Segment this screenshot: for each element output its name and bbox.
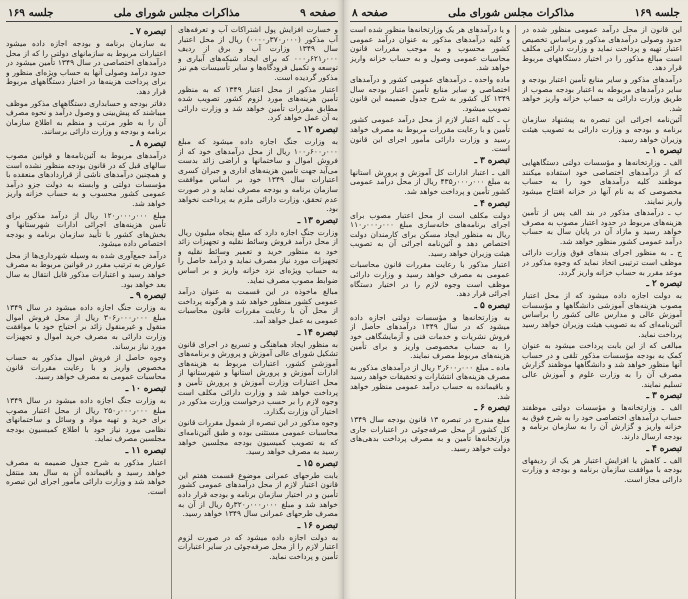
note-heading: تبصره ۱۵ ـ	[297, 458, 338, 469]
paragraph: دولت مکلف است از محل اعتبار مصوب برای اجرای برنامه‌های خانه‌سازی مبلغ ۰۰۰ر۰۰۰ر۱۱۰ ریال به منظور ایجاد مسکن برای کارمندان دولت اختصاص دهد و آئین‌نامه اجرائی آن به تصویب هیئت وزیران خواهد رسید.	[350, 210, 510, 258]
paragraph: مبالغ ماخوذه در این قسمت به عنوان درآمد عمومی کشور منظور خواهد شد و هرگونه پرداخت از محل آن با رعایت مقررات قانون محاسبات عمومی به عمل خواهد آمد.	[178, 287, 338, 326]
paragraph: اعتبار مذکور با رعایت مقررات قانون محاسبات عمومی به مصرف خواهد رسید و وزارت دارائی موظف است وجوه لازم را در اختیار دستگاه اجرائی قرار دهد.	[350, 260, 510, 299]
note-heading: تبصره ۱۰ ـ	[125, 384, 166, 394]
note-heading: تبصره ۴ ـ	[474, 198, 510, 209]
right-page-header	[350, 6, 682, 22]
note-heading: تبصره ۱۱ ـ	[125, 445, 166, 456]
paragraph: به دولت اجازه داده میشود که در صورت لزوم اعتبار لازم را از محل صرفه‌جوئی در سایر اعتبارات تأمین و پرداخت نماید.	[178, 532, 338, 561]
text-column	[6, 25, 172, 599]
note-heading: تبصره ۸ ـ	[130, 138, 166, 149]
paragraph: به منظور ایجاد هماهنگی و تسریع در اجرای قانون تشکیل شورای عالی آموزش و پرورش و برنامه‌های آموزشی کشور، اعتبارات مربوط به هزینه‌های ادارات آموزش و پرورش استانها و شهرستانها از محل اعتبارات وزارت آموزش و پرورش تأمین و پرداخت خواهد شد و وزارت دارائی مکلف است وجوه لازم را بر حسب درخواست وزارت مذکور در اختیار آن وزارت بگذارد.	[178, 339, 338, 416]
paragraph: به وزارت جنگ اجازه داده میشود که مبلغ ۰۰۰ر۶۰۰ر۱۰۰ ریال از محل درآمدهای خود که از فروش اموال و ساختمانها و اراضی زائد بدست می‌آید جهت تأمین هزینه‌های اداری و جبران کسری اعتبارات سال ۱۳۴۹ خود بر اساس موافقت سازمان برنامه و بودجه مصرف نماید و در صورت عدم تحقق، وزارت دارائی ملزم به پرداخت نخواهد بود.	[178, 136, 338, 214]
paragraph: و یا درآمدهای هر یک وزارتخانه‌ها منظور شده است و کلیه درآمدهای مذکور به عنوان درآمد عمومی کشور محسوب و به موجب مقررات قانون محاسبات عمومی وصول و به حساب خزانه واریز خواهد شد.	[350, 25, 510, 73]
paragraph: الف ـ وزارتخانه‌ها و مؤسسات دولتی دستگاههایی که از درآمدهای اختصاصی خود استفاده میکنند موظفند کلیه درآمدهای خود را به حساب مخصوصی که به نام آنها در خزانه افتتاح میشود واریز نمایند.	[522, 158, 682, 206]
paragraph: آئین‌نامه اجرائی این تبصره به پیشنهاد سازمان برنامه و بودجه و وزارت دارائی به تصویب هیئت وزیران خواهد رسید.	[522, 115, 682, 144]
paragraph: وجوه حاصل از فروش اموال مذکور به حساب مخصوص واریز و با رعایت مقررات قانون محاسبات عمومی به مصرف خواهد رسید.	[6, 353, 166, 382]
page-number: صفحه ۸	[352, 7, 388, 19]
note-heading: تبصره ۵ ـ	[474, 300, 510, 311]
note-heading: تبصره ۱۶ ـ	[297, 520, 338, 531]
page-number: صفحه ۹	[300, 7, 336, 19]
running-title: مذاکرات مجلس شورای ملی	[113, 7, 240, 19]
paragraph: اعتبار مذکور به شرح جدول ضمیمه به مصرف خواهد رسید و باقیمانده آن به سال بعد منتقل خواهد شد و وزارت دارائی مأمور اجرای این تبصره است.	[6, 457, 166, 496]
paragraph: درآمدهای مربوط به آئین‌نامه‌ها و قوانین مصوب سالهای قبل که در قانون بودجه منظور نشده است و همچنین درآمدهای ناشی از قراردادهای منعقده با مؤسسات دولتی و وابسته به دولت جزو درآمد عمومی کشور محسوب و به حساب خزانه واریز خواهد شد.	[6, 150, 166, 208]
paragraph: ج ـ به منظور اجرای بندهای فوق وزارت دارائی موظف است ترتیبی اتخاذ نماید که وجوه مذکور در موعد مقرر به حساب خزانه واریز گردد.	[522, 248, 682, 277]
paragraph: ب ـ کلیه اعتبار لازم از محل درآمد عمومی کشور تأمین و با رعایت مقررات مربوط به مصرف خواهد رسید و وزارت دارائی مأمور اجرای این قانون است.	[350, 115, 510, 154]
note-heading: تبصره ۴ ـ	[646, 443, 682, 454]
note-heading: تبصره ۱ ـ	[646, 146, 682, 157]
note-heading: تبصره ۳ ـ	[646, 391, 682, 402]
paragraph: ماده ـ مبلغ ۰۰۰ر۶۰۰ر۲ ریال از درآمدهای مذکور به مصرف هزینه‌های انتشارات و تحقیقات خواهد رسید و باقیمانده به حساب درآمد عمومی منظور خواهد شد.	[350, 362, 510, 401]
paragraph: الف ـ وزارتخانه‌ها و مؤسسات دولتی موظفند حساب درآمدهای اختصاصی خود را به شرح فوق به خزانه واریز و گزارش آن را به سازمان برنامه و بودجه ارسال دارند.	[522, 403, 682, 441]
paragraph: به سازمان برنامه و بودجه اجازه داده میشود اعتبارات مربوط به سازمانهای دولتی را که از محل درآمدهای اختصاصی در سال ۱۳۴۹ تأمین میشود در حدود درآمد وصولی آنها به حساب ویژه‌ای منظور و برای پرداخت هزینه‌ها در اختیار دستگاههای مربوط قرار دهد.	[6, 39, 166, 96]
text-column	[522, 25, 682, 599]
paragraph: مبلغ ۰۰۰ر۰۰۰ر۱۲۰ ریال از درآمد مذکور برای تأمین هزینه‌های اجرائی ادارات شهرستانها و بخش‌های کشور با تأیید سازمان برنامه و بودجه اختصاص داده میشود.	[6, 210, 166, 249]
paragraph: و خسارت افزایش پول اشتراکات آب و تعرفه‌های آب مذکور (۰۰۰ر۳۷۰ر۰۰۰۰) ریال از محل اعتبار سال ۱۳۴۹ وزارت آب و برق از ردیف ۰۰۰ر۶۲۱ر۰۰۰ که برای ایجاد شبکه‌های آبیاری و توسعه و تکمیل فرودگاه‌ها و سایر تأسیسات هم نیز مذکور گردیده است.	[178, 25, 338, 82]
note-heading: تبصره ۹ ـ	[130, 291, 166, 302]
note-heading: تبصره ۳ ـ	[474, 155, 510, 166]
running-title: مذاکرات مجلس شورای ملی	[448, 7, 575, 19]
paragraph: الف ـ کاهش یا افزایش اعتبار هر یک از ردیفهای بودجه با موافقت سازمان برنامه و بودجه و وزارت دارائی مجاز است.	[522, 455, 682, 484]
paragraph: دفاتر بودجه و حسابداری دستگاههای مذکور موظف میباشند که پیش‌بینی و وصول درآمد و نحوه مصرف آن را به طور مرتب و منظم به اطلاع سازمان برنامه و بودجه و وزارت دارائی برسانند.	[6, 98, 166, 137]
paragraph: ب ـ درآمدهای مذکور در بند الف پس از تأمین هزینه‌های مربوط در حدود اعتبار مصوب به مصرف خواهد رسید و مازاد آن در پایان سال به حساب درآمد عمومی کشور منظور خواهد شد.	[522, 208, 682, 246]
paragraph: به وزارتخانه‌ها و مؤسسات دولتی اجازه داده میشود که در سال ۱۳۴۹ درآمدهای حاصل از فروش نشریات و خدمات فنی و آزمایشگاهی خود را به حساب مخصوصی واریز و برای تأمین هزینه‌های مربوط مصرف نمایند.	[350, 312, 510, 361]
paragraph: درآمد جمع‌آوری شده به وسیله شهرداری‌ها از محل عوارض به ترتیب مقرر در قوانین مربوط به مصرف خواهد رسید و اعتبارات مذکور قابل انتقال به سال بعد خواهد بود.	[6, 250, 166, 289]
text-column	[178, 25, 338, 599]
paragraph: درآمدهای مذکور و سایر منابع تأمین اعتبار بودجه و سایر درآمدهای مربوطه به اعتبار بودجه مصوب از طریق وزارت دارائی به حساب خزانه واریز خواهد شد.	[522, 74, 682, 113]
left-page-header	[6, 6, 338, 22]
paragraph: به وزارت جنگ اجازه داده میشود در سال ۱۳۴۹ مبلغ ۰۰۰ر۰۰۰ر۲۵۰ ریال از محل اعتبار مصوب برای خرید و تهیه مواد و وسائل و ساختمانهای نظامی مورد نیاز خود با اطلاع کمیسیون بودجه مجلسین مصرف نماید.	[6, 396, 166, 444]
note-heading: تبصره ۷ ـ	[130, 27, 166, 37]
paragraph: این قانون از محل درآمد عمومی منظور شده در حدود وصولی درآمدهای مذکور و براساس تخصیص اعتبار تهیه و پرداخت نماید و وزارت دارائی مکلف است مبالغ مذکور را در اختیار دستگاههای مربوط قرار دهد.	[522, 25, 682, 73]
note-heading: تبصره ۱۴ ـ	[297, 327, 338, 338]
left-page-columns	[6, 25, 338, 599]
note-heading: تبصره ۲ ـ	[646, 279, 682, 290]
paragraph: اعتبار مذکور از محل اعتبار ۱۳۴۹ که به منظور تأمین هزینه‌های مورد لزوم کشور تصویب شده مطابق مقررات تأمین خواهد شد و وزارت دارائی به آن عمل خواهد کرد.	[178, 84, 338, 123]
paragraph: بابت طرحهای عمرانی موضوع قسمت هفتم این قانون اعتبار لازم از محل درآمدهای عمومی کشور تأمین و در اختیار سازمان برنامه و بودجه قرار داده خواهد شد و مبلغ ۰۰۰ر۰۰۰ر۳۲۰ر۵ ریال از آن به مصرف طرحهای عمرانی سال ۱۳۴۹ خواهد رسید.	[178, 470, 338, 519]
paragraph: مبلغ مندرج در تبصره ۱۳ قانون بودجه سال ۱۳۴۹ کل کشور از محل صرفه‌جوئی در اعتبارات جاری وزارتخانه‌ها تأمین و به مصرف پرداخت بدهی‌های دولت خواهد رسید.	[350, 415, 510, 453]
paragraph: ماده واحده ـ درآمدهای عمومی کشور و درآمدهای اختصاصی و سایر منابع تأمین اعتبار بودجه سال ۱۳۴۹ کل کشور به شرح جدول ضمیمه این قانون تصویب میشود.	[350, 74, 510, 113]
session-number: جلسه ۱۶۹	[8, 7, 54, 19]
paragraph: به وزارت جنگ اجازه داده میشود در سال ۱۳۴۹ مبلغ ۰۰۰ر۰۰۰ر۳۰۶ ریال از محل فروش اموال منقول و غیرمنقول زائد بر احتیاج خود با موافقت وزارت دارائی به مصرف خرید اموال و تجهیزات مورد نیاز برساند.	[6, 303, 166, 351]
right-page	[344, 0, 688, 599]
text-column	[350, 25, 516, 599]
paragraph: به دولت اجازه داده میشود که از محل اعتبار مصوب هزینه‌های آموزشی دانشگاهها و مؤسسات آموزش عالی و مدارس عالی کشور را براساس آئین‌نامه‌ای که به تصویب هیئت وزیران خواهد رسید پرداخت نماید.	[522, 291, 682, 339]
note-heading: تبصره ۶ ـ	[474, 403, 510, 414]
note-heading: تبصره ۱۳ ـ	[297, 215, 338, 226]
session-number: جلسه ۱۶۹	[634, 7, 680, 19]
paragraph: مبالغی که از این بابت پرداخت میشود به عنوان کمک به بودجه مؤسسات مذکور تلقی و در حساب آنها منظور خواهد شد و دانشگاهها موظفند گزارش مصرف آن را به وزارت علوم و آموزش عالی تسلیم نمایند.	[522, 341, 682, 389]
right-page-columns	[350, 25, 682, 599]
paragraph: وزارت جنگ اجازه دارد که مبلغ پنجاه میلیون ریال از محل درآمد فروش وسائط نقلیه و تجهیزات زائد خود به منظور خرید و تعمیر وسائط نقلیه و تجهیزات مورد نیاز مصرف نماید و درآمد حاصل را به حساب ویژه‌ای نزد خزانه واریز و بر اساس ضوابط مصوب مصرف نماید.	[178, 227, 338, 285]
paragraph: الف ـ اعتبار ادارات کل آموزش و پرورش استانها به مبلغ ۰۰۰ر۰۰۰ر۴۳۵ ریال از محل درآمد عمومی کشور تأمین و پرداخت خواهد شد.	[350, 167, 510, 196]
paragraph: وجوه مذکور در این تبصره از شمول مقررات قانون محاسبات عمومی مستثنی بوده و طبق آئین‌نامه‌ای که به تصویب کمیسیون بودجه مجلسین خواهد رسید به مصرف خواهد رسید.	[178, 418, 338, 457]
note-heading: تبصره ۱۲ ـ	[297, 124, 338, 135]
